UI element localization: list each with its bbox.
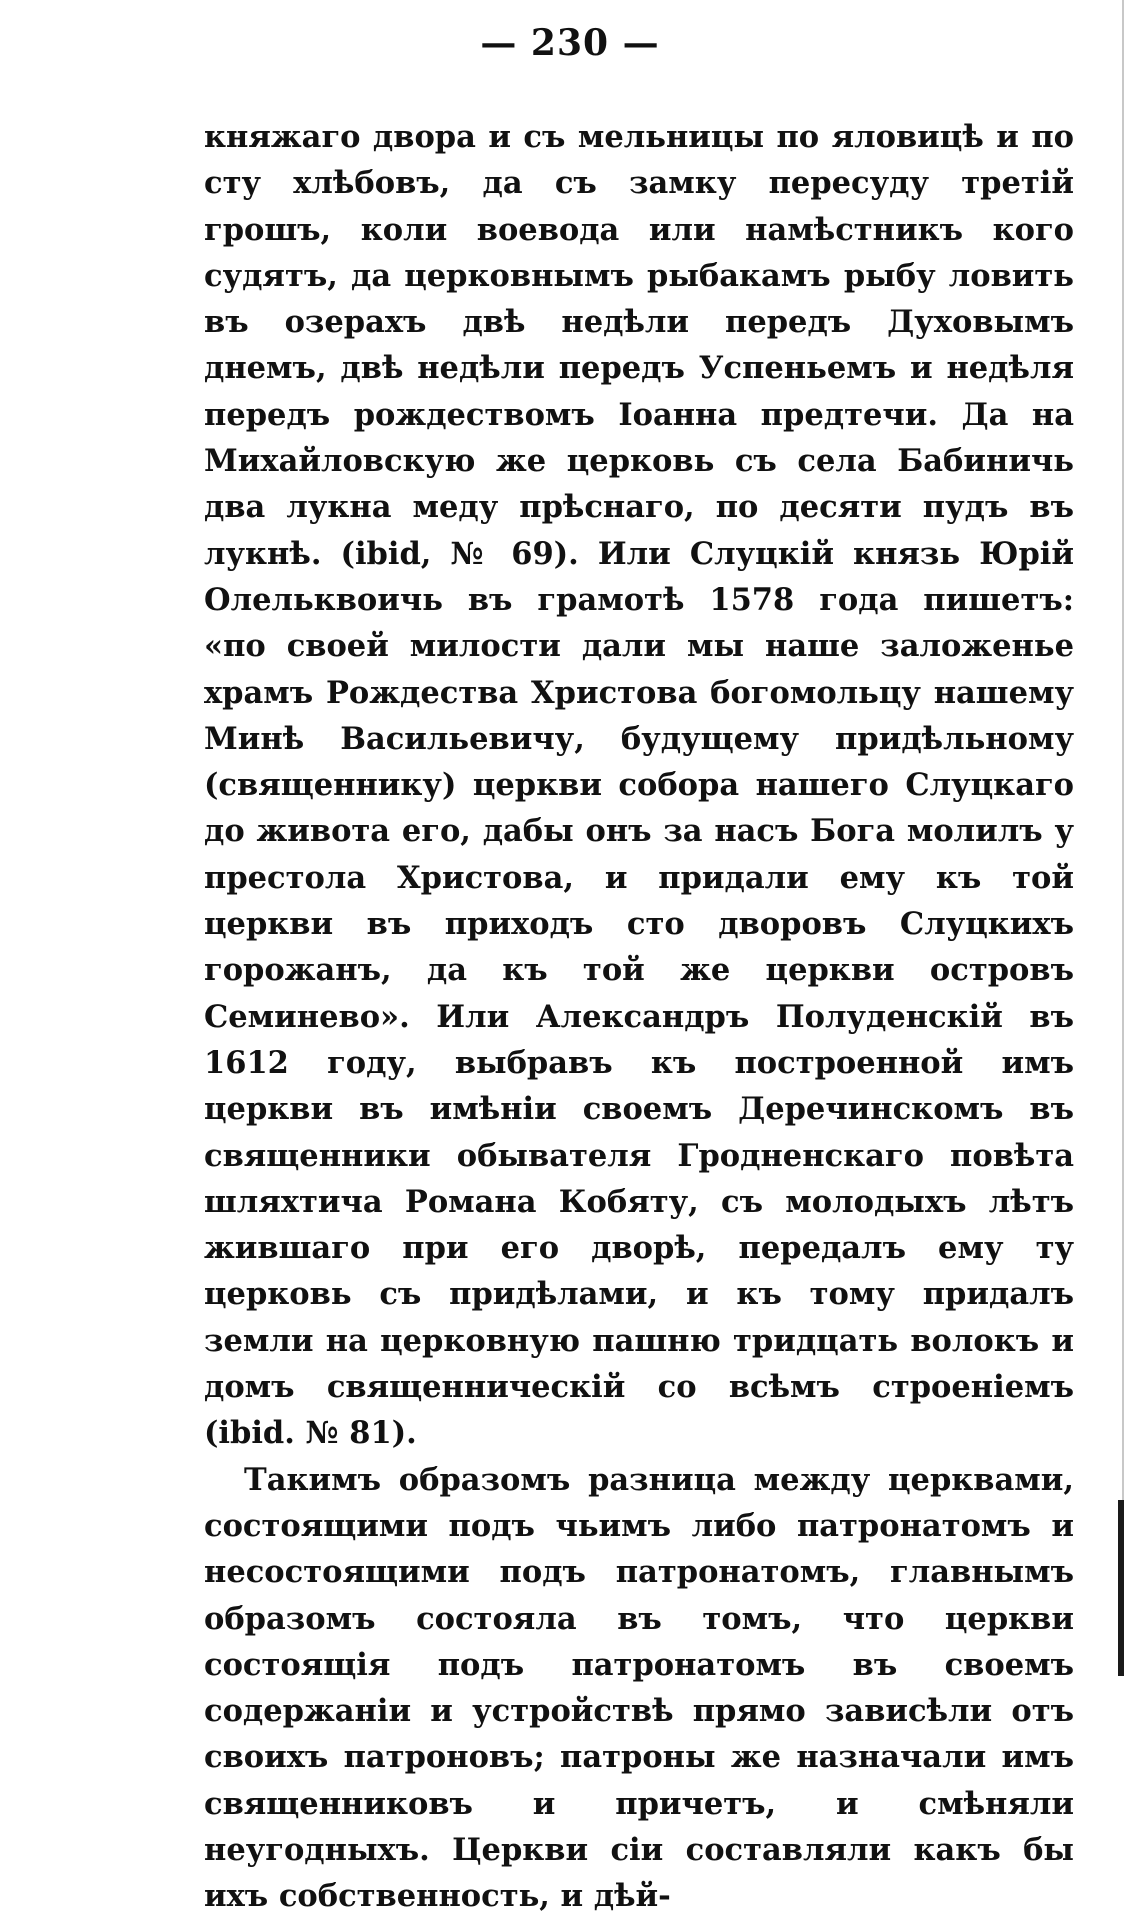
scan-edge-shadow [1118, 1500, 1124, 1676]
body-text [204, 114, 1074, 1920]
page-number: — 230 — [480, 22, 660, 64]
paragraph: Такимъ образомъ разница между церквами, состоящими подъ чьимъ либо патронатомъ и несостоящими подъ патронатомъ, главнымъ образомъ состояла въ томъ, что церкви состоящія подъ патронатомъ въ своемъ содержаніи и устройствѣ прямо зависѣли отъ своихъ патроновъ; патроны же назначали имъ священниковъ и причетъ, и смѣняли неугодныхъ. Церкви сіи составляли какъ бы ихъ собственность, и дѣй- [204, 1461, 1074, 1915]
paragraph: княжаго двора и съ мельницы по яловицѣ и по сту хлѣбовъ, да съ замку пересуду третій грошъ, коли воевода или намѣстникъ кого судятъ, да церковнымъ рыбакамъ рыбу ловить въ озерахъ двѣ недѣли передъ Духовымъ днемъ, двѣ недѣли передъ Успеньемъ и недѣля передъ рождествомъ Іоанна предтечи. Да на Михайловскую же церковь съ села Бабиничь два лукна меду прѣснаго, по десяти пудъ въ лукнѣ. (ibid, № 69). Или Слуцкій князь Юрій Олельквоичь въ грамотѣ 1578 года пишетъ: «по своей милости дали мы наше заложенье храмъ Рождества Христова богомольцу нашему Минѣ Васильевичу, будущему придѣльному (священнику) церкви собора нашего Слуцкаго до живота его, дабы онъ за насъ Бога молилъ у престола Христова, и придали ему къ той церкви въ приходъ сто дворовъ Слуцкихъ горожанъ, да къ той же церкви островъ Семинево». Или Александръ Полуденскій въ 1612 году, выбравъ къ построенной имъ церкви въ имѣніи своемъ Деречинскомъ въ священники обывателя Гродненскаго повѣта шляхтича Романа Кобяту, съ молодыхъ лѣтъ жившаго при его дворѣ, передалъ ему ту церковь съ придѣлами, и къ тому придалъ земли на церковную пашню тридцать волокъ и домъ священническій со всѣмъ строеніемъ (ibid. № 81). [204, 119, 1074, 1452]
scan-edge-line [1122, 0, 1124, 1676]
